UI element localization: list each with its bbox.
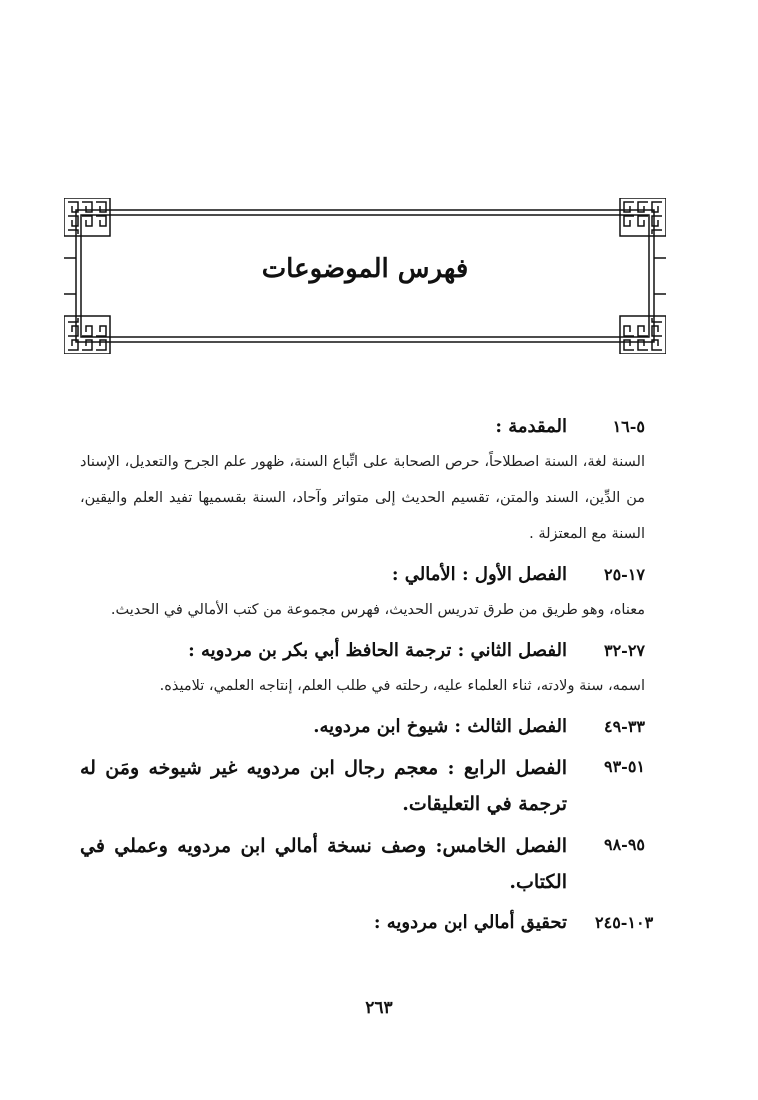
toc-page-range: ١٠٣-٢٤٥ — [595, 913, 654, 932]
toc-page-range: ٥١-٩٣ — [603, 757, 645, 776]
toc-entry-title: الفصل الثاني : ترجمة الحافظ أبي بكر بن مردويه : — [188, 640, 567, 661]
toc-entry-introduction — [80, 410, 645, 552]
toc-entry-description: اسمه، سنة ولادته، ثناء العلماء عليه، رحلته في طلب العلم، إنتاجه العلمي، تلاميذه. — [159, 678, 645, 694]
toc-entry-description: السنة لغة، السنة اصطلاحاً، حرص الصحابة على اتِّباع السنة، ظهور علم الجرح والتعديل، الإسناد من الدِّين، السند والمتن، تقسيم الحديث إلى متواتر وآحاد، السنة بقسميها تفيد العلم واليقين، السنة مع المعتزلة . — [80, 454, 646, 542]
toc-entry-title: تحقيق أمالي ابن مردويه : — [373, 912, 567, 933]
toc-entry-chapter-4 — [80, 750, 645, 822]
toc-entry-title: الفصل الثالث : شيوخ ابن مردويه. — [313, 716, 567, 737]
page-number: ٢٦٣ — [365, 998, 393, 1018]
toc-page-range: ٥-١٦ — [612, 417, 645, 436]
title-frame — [64, 198, 666, 354]
toc-entry-title: الفصل الأول : الأمالي : — [391, 564, 567, 585]
toc-entry-title: المقدمة : — [495, 416, 567, 437]
toc-entry-title: الفصل الرابع : معجم رجال ابن مردويه غير شيوخه ومَن له ترجمة في التعليقات. — [80, 757, 567, 815]
toc-page-range: ٣٣-٤٩ — [603, 717, 645, 736]
toc-entry-edition — [80, 906, 654, 940]
toc-entry-chapter-1 — [80, 558, 645, 628]
toc-entry-chapter-5 — [80, 828, 645, 900]
toc-entry-chapter-3 — [80, 710, 645, 744]
toc-entry-description: معناه، وهو طريق من طرق تدريس الحديث، فهرس مجموعة من كتب الأمالي في الحديث. — [110, 602, 645, 618]
toc-page-range: ١٧-٢٥ — [603, 565, 645, 584]
toc-entry-title: الفصل الخامس: وصف نسخة أمالي ابن مردويه وعملي في الكتاب. — [80, 835, 567, 893]
toc-entry-chapter-2 — [80, 634, 645, 704]
toc-page-range: ٢٧-٣٢ — [603, 641, 645, 660]
toc-page-range: ٩٥-٩٨ — [603, 835, 645, 854]
page-title: فهرس الموضوعات — [261, 254, 469, 284]
table-of-contents — [80, 410, 654, 946]
